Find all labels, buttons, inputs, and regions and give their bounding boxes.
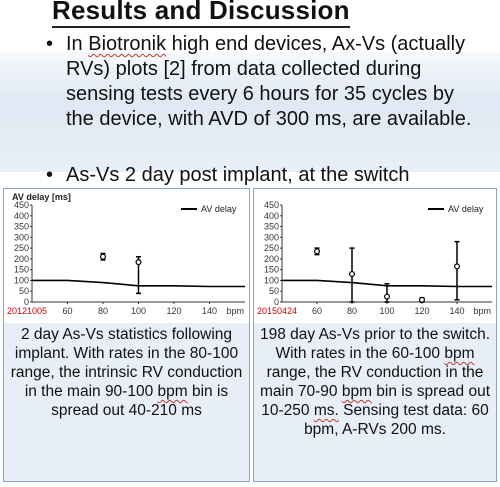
bullet-dot: • <box>46 33 54 55</box>
y-tick-label: 100 <box>263 275 279 286</box>
y-tick-label: 200 <box>13 253 29 264</box>
y-tick-label: 450 <box>13 200 29 210</box>
y-tick-label: 150 <box>13 264 29 275</box>
caption-198-day: 198 day As-Vs prior to the switch. With rates in the 60-100 bpm range, the RV conduction in the main 70-90 bpm bin is spread out 10-250 ms. Sensing test data: 60 bpm, A-RVs 200 ms. <box>259 326 491 438</box>
y-tick-label: 300 <box>13 232 29 243</box>
caption-2-day: 2 day As-Vs statistics following implant. With rates in the 80-100 range, the intrinsic RV conduction in the main 90-100 bpm bin is spread out 40-210 ms <box>10 326 243 419</box>
bullet-devices <box>46 32 476 132</box>
y-tick-label: 150 <box>263 264 279 275</box>
chart-svg <box>4 189 251 323</box>
panel-198-day <box>253 188 497 482</box>
x-tick-label: 120 <box>414 306 430 316</box>
y-tick-label: 300 <box>263 232 279 243</box>
y-tick-label: 50 <box>268 286 279 297</box>
av-delay-chart-198-day <box>254 189 496 323</box>
x-tick-label: 140 <box>201 306 218 316</box>
data-point <box>350 272 355 277</box>
chart-svg <box>254 189 498 323</box>
y-tick-label: 400 <box>13 210 29 221</box>
x-tick-label: 120 <box>166 306 182 316</box>
panel-2-day <box>3 188 250 482</box>
y-tick-label: 450 <box>263 200 279 210</box>
y-tick-label: 0 <box>23 297 29 307</box>
data-point <box>455 264 460 269</box>
legend-label: AV delay <box>448 204 484 214</box>
x-tick-label: 140 <box>449 306 465 316</box>
x-tick-label: 100 <box>379 306 395 316</box>
y-tick-label: 50 <box>18 286 29 297</box>
chart-title: AV delay [ms] <box>12 192 71 202</box>
x-axis-label: bpm <box>226 306 244 316</box>
y-tick-label: 0 <box>273 297 279 307</box>
av-delay-chart-2-day <box>4 189 249 323</box>
y-tick-label: 250 <box>263 243 279 254</box>
data-point <box>315 249 320 254</box>
y-tick-label: 100 <box>13 275 29 286</box>
y-tick-label: 250 <box>13 243 29 254</box>
date-label: 20121005 <box>7 306 48 316</box>
data-point <box>385 294 390 299</box>
slide-title: Results and Discussion <box>52 0 350 28</box>
x-tick-label: 60 <box>311 306 323 316</box>
data-point <box>136 260 141 265</box>
bullet-as-vs <box>46 163 486 188</box>
bullet-text: In Biotronik high end devices, Ax-Vs (actually RVs) plots [2] from data collected during sensing tests every 6 hours for 35 cycles by the device, with AVD of 300 ms, are available. <box>66 33 472 130</box>
bullet-dot: • <box>46 164 54 186</box>
y-tick-label: 350 <box>263 221 279 232</box>
x-axis-label: bpm <box>473 306 491 316</box>
y-tick-label: 400 <box>263 210 279 221</box>
y-tick-label: 200 <box>263 253 279 264</box>
x-tick-label: 60 <box>62 306 73 316</box>
y-tick-label: 350 <box>13 221 29 232</box>
x-tick-label: 80 <box>346 306 358 316</box>
date-label: 20150424 <box>257 306 298 316</box>
x-tick-label: 80 <box>97 306 109 316</box>
data-point <box>420 297 425 302</box>
x-tick-label: 100 <box>130 306 147 316</box>
legend-label: AV delay <box>201 204 237 214</box>
data-point <box>101 254 106 259</box>
bullet-text: As-Vs 2 day post implant, at the switch <box>66 164 410 186</box>
